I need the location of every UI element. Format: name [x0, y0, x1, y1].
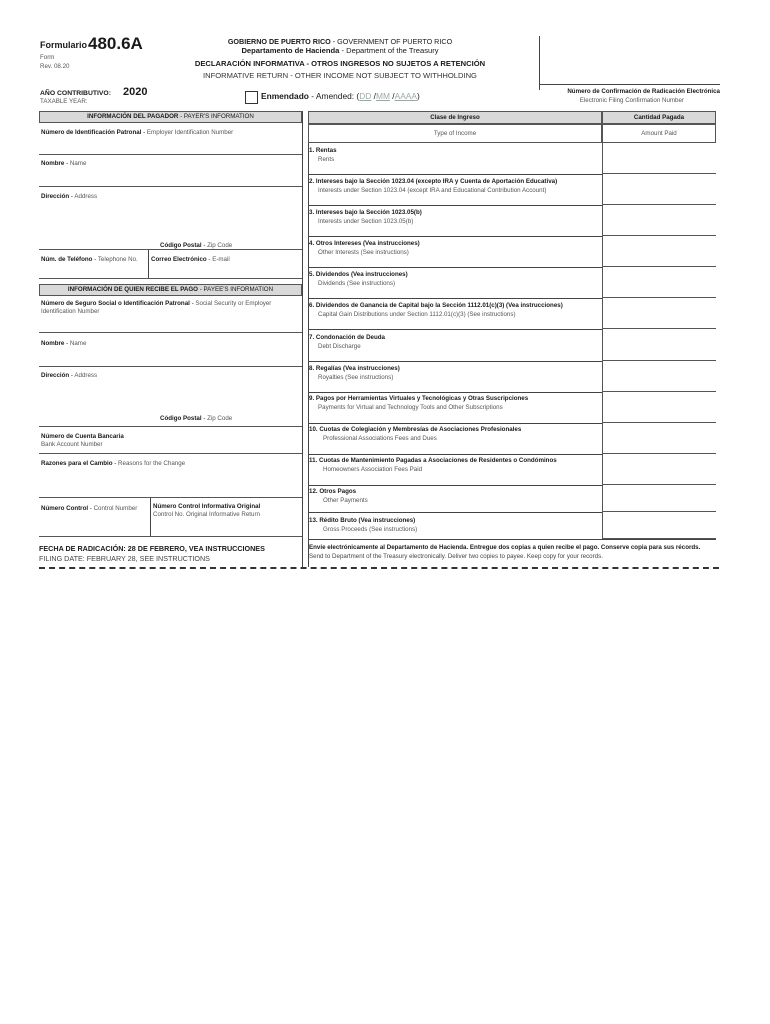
payer-address-label: Dirección - Address — [41, 193, 98, 200]
control-number-label: Número Control - Control Number — [41, 505, 138, 512]
income-row-label-en: Royalties (See instructions) — [318, 374, 394, 381]
col-type-subheader: Type of Income — [308, 124, 602, 143]
amount-field-10[interactable] — [602, 423, 716, 454]
income-row-label: 10. Cuotas de Colegiación y Membresías de Asociaciones Profesionales — [309, 426, 522, 433]
department-heading: Departamento de Hacienda - Department of the Treasury — [241, 46, 439, 55]
income-row-label-en: Payments for Virtual and Technology Tools and Other Subscriptions — [318, 404, 503, 411]
send-instructions-en: Send to Department of the Treasury electronically. Deliver two copies to payee. Keep copy for your records. — [309, 553, 603, 560]
payer-phone-label: Núm. de Teléfono - Telephone No. — [41, 256, 138, 263]
income-row-label: 9. Pagos por Herramientas Virtuales y Tecnológicas y Otras Suscripciones — [309, 395, 529, 402]
income-row-label-en: Other Interests (See instructions) — [318, 249, 409, 256]
col-amount-header: Cantidad Pagada — [602, 111, 716, 124]
income-row-label: 3. Intereses bajo la Sección 1023.05(b) — [309, 209, 422, 216]
form-label-en: Form — [40, 54, 55, 61]
income-row-label: 8. Regalías (Vea instrucciones) — [309, 365, 400, 372]
amended-checkbox[interactable] — [245, 91, 258, 104]
amended-label: Enmendado - Amended: (DD /MM /AAAA) — [261, 91, 420, 101]
control-number-field[interactable] — [39, 498, 302, 537]
income-row-label: 11. Cuotas de Mantenimiento Pagadas a Asociaciones de Residentes o Condóminos — [309, 457, 557, 464]
form-header — [40, 34, 720, 114]
income-row-label: 7. Condonación de Deuda — [309, 334, 385, 341]
payer-ein-field[interactable] — [39, 125, 302, 155]
bank-account-field[interactable] — [39, 427, 302, 454]
amount-field-3[interactable] — [602, 205, 716, 236]
payer-section-header: INFORMACIÓN DEL PAGADOR - PAYER'S INFORMATION — [39, 111, 302, 123]
payer-zip-label: Código Postal - Zip Code — [160, 242, 233, 249]
amended-year[interactable]: AAAA — [394, 91, 417, 101]
payee-zip-label: Código Postal - Zip Code — [160, 415, 233, 422]
payee-name-label: Nombre - Name — [41, 340, 87, 347]
col-amount-subheader: Amount Paid — [602, 124, 716, 143]
income-row-label: 5. Dividendos (Vea instrucciones) — [309, 271, 408, 278]
filing-date-es: FECHA DE RADICACIÓN: 28 DE FEBRERO, VEA INSTRUCCIONES — [39, 544, 265, 553]
income-row-label-en: Other Payments — [323, 497, 368, 504]
amount-field-1[interactable] — [602, 143, 716, 174]
income-row-label-en: Interests under Section 1023.04 (except IRA and Educational Contribution Account) — [318, 187, 547, 194]
revision: Rev. 08.20 — [40, 63, 70, 70]
payer-address-field[interactable] — [39, 187, 302, 250]
income-row-label-en: Interests under Section 1023.05(b) — [318, 218, 414, 225]
income-row-label-en: Homeowners Association Fees Paid — [323, 466, 423, 473]
send-instructions-es: Envíe electrónicamente al Departamento de Hacienda. Entregue dos copias a quien recibe el pago. Conserve copia para sus récords. — [309, 544, 701, 551]
income-row-label: 12. Otros Pagos — [309, 488, 357, 495]
tax-year-label-en: TAXABLE YEAR: — [40, 98, 88, 105]
payee-ssn-field[interactable] — [39, 296, 302, 333]
amount-field-12[interactable] — [602, 485, 716, 512]
income-row-label-en: Capital Gain Distributions under Section 1112.01(c)(3) (See instructions) — [318, 311, 516, 318]
payer-ein-label: Número de Identificación Patronal - Employer Identification Number — [41, 129, 234, 136]
income-row-label-en: Professional Associations Fees and Dues — [323, 435, 437, 442]
income-row-label: 13. Rédito Bruto (Vea instrucciones) — [309, 517, 416, 524]
income-row-label: 4. Otros Intereses (Vea instrucciones) — [309, 240, 420, 247]
confirmation-label-en: Electronic Filing Confirmation Number — [579, 97, 684, 104]
income-row-label-en: Gross Proceeds (See instructions) — [323, 526, 418, 533]
formulario-label: Formulario — [40, 40, 88, 50]
bank-account-label: Número de Cuenta Bancaria Bank Account Number — [41, 433, 124, 448]
income-row-label-en: Debt Discharge — [318, 343, 361, 350]
payer-phone-email-field[interactable] — [39, 250, 302, 279]
tax-year-label: AÑO CONTRIBUTIVO: — [40, 90, 111, 97]
amended-month[interactable]: MM — [376, 91, 390, 101]
amount-field-9[interactable] — [602, 392, 716, 423]
payer-name-label: Nombre - Name — [41, 160, 87, 167]
income-row-label-en: Dividends (See instructions) — [318, 280, 396, 287]
confirmation-label: Número de Confirmación de Radicación Electrónica — [567, 88, 720, 95]
form-number: 480.6A — [88, 34, 143, 53]
payee-name-field[interactable] — [39, 333, 302, 367]
reason-change-label: Razones para el Cambio - Reasons for the Change — [41, 460, 186, 467]
payee-section-header: INFORMACIÓN DE QUIEN RECIBE EL PAGO - PAYEE'S INFORMATION — [39, 284, 302, 296]
amount-field-11[interactable] — [602, 454, 716, 485]
title-en: INFORMATIVE RETURN - OTHER INCOME NOT SUBJECT TO WITHHOLDING — [203, 71, 477, 80]
amount-field-13[interactable] — [602, 512, 716, 539]
government-heading: GOBIERNO DE PUERTO RICO - GOVERNMENT OF PUERTO RICO — [227, 37, 453, 46]
income-row-label: 6. Dividendos de Ganancia de Capital bajo la Sección 1112.01(c)(3) (Vea instrucciones) — [309, 302, 563, 309]
filing-date-en: FILING DATE: FEBRUARY 28, SEE INSTRUCTIONS — [39, 554, 210, 563]
amended-day[interactable]: DD — [359, 91, 372, 101]
original-control-label: Número Control Informativa Original Control No. Original Informative Return — [153, 503, 261, 518]
col-type-header: Clase de Ingreso — [308, 111, 602, 124]
amount-field-2[interactable] — [602, 174, 716, 205]
amount-field-6[interactable] — [602, 298, 716, 329]
payer-email-label: Correo Electrónico - E-mail — [151, 256, 230, 263]
tax-year-value: 2020 — [123, 86, 148, 98]
payee-ssn-label: Número de Seguro Social o Identificación Patronal - Social Security or Employer Identification Number — [41, 300, 272, 315]
title-es: DECLARACIÓN INFORMATIVA - OTROS INGRESOS NO SUJETOS A RETENCIÓN — [194, 59, 486, 68]
income-row-label: 2. Intereses bajo la Sección 1023.04 (excepto IRA y Cuenta de Aportación Educativa) — [309, 178, 558, 185]
amount-field-5[interactable] — [602, 267, 716, 298]
income-row-label-en: Rents — [318, 156, 335, 163]
payee-address-label: Dirección - Address — [41, 372, 98, 379]
payer-name-field[interactable] — [39, 155, 302, 187]
amount-field-7[interactable] — [602, 329, 716, 361]
income-row-label: 1. Rentas — [309, 147, 337, 154]
reason-change-field[interactable] — [39, 454, 302, 498]
amount-field-8[interactable] — [602, 361, 716, 392]
cut-line — [39, 567, 719, 569]
amount-field-4[interactable] — [602, 236, 716, 267]
